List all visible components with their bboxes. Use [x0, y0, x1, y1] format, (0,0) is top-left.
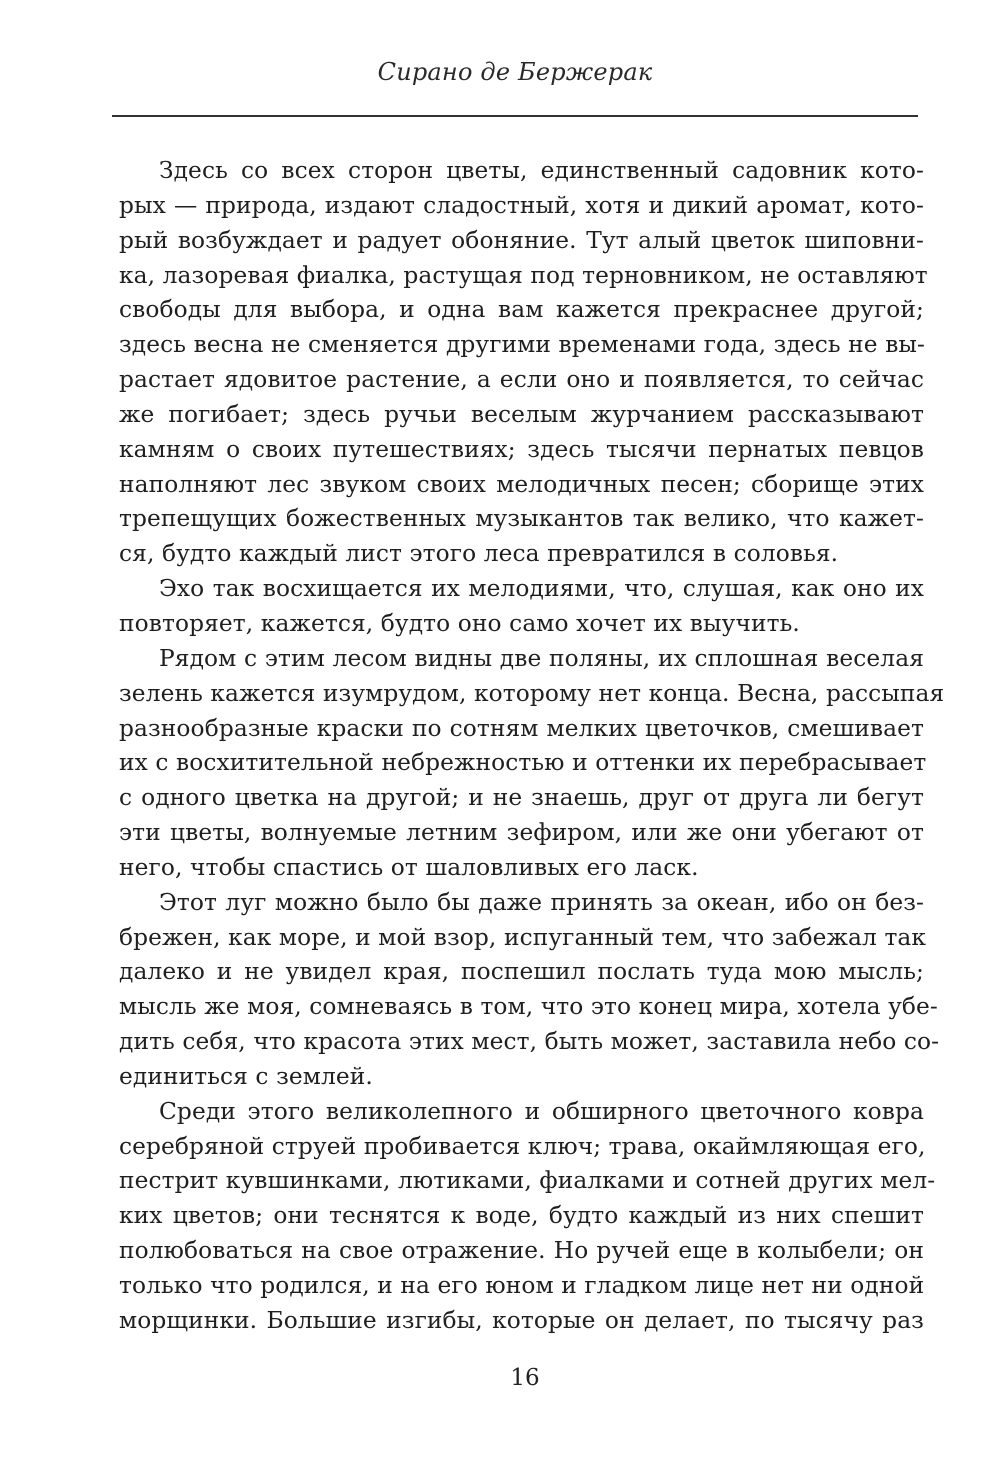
text-line: с одного цветка на другой; и не знаешь, друг от друга ли бегут: [119, 784, 924, 812]
text-line: ких цветов; они теснятся к воде, будто каждый из них спешит: [119, 1202, 924, 1230]
text-line: него, чтобы спастись от шаловливых его ласк.: [119, 853, 699, 881]
text-line: разнообразные краски по сотням мелких цветочков, смешивает: [119, 714, 924, 742]
text-line: эти цветы, волнуемые летним зефиром, или же они убегают от: [119, 819, 924, 847]
text-line: же погибает; здесь ручьи веселым журчанием рассказывают: [119, 400, 924, 428]
paragraph: [119, 154, 928, 572]
text-line: Здесь со всех сторон цветы, единственный садовник кото-: [159, 157, 924, 184]
text-line: морщинки. Большие изгибы, которые он делает, по тысячу раз: [119, 1306, 924, 1334]
text-line: зелень кажется изумрудом, которому нет конца. Весна, рассыпая: [119, 679, 945, 707]
text-line: только что родился, и на его юном и гладком лице нет ни одной: [119, 1272, 925, 1299]
text-line: Этот луг можно было бы даже принять за океан, ибо он без-: [159, 888, 924, 916]
page-number: 16: [510, 1365, 540, 1391]
text-line: наполняют лес звуком своих мелодичных песен; сборище этих: [119, 470, 924, 498]
text-line: ся, будто каждый лист этого леса превратился в соловья.: [119, 540, 839, 568]
text-line: ка, лазоревая фиалка, растущая под терновником, не оставляют: [119, 261, 928, 289]
running-head-title: Сирано де Бержерак: [377, 58, 653, 86]
page-body: [119, 154, 945, 1339]
text-line: здесь весна не сменяется другими временами года, здесь не вы-: [119, 331, 926, 359]
text-line: их с восхитительной небрежностью и оттенки их перебрасывает: [119, 749, 927, 777]
paragraph: [119, 886, 940, 1095]
header-rule: [112, 115, 918, 117]
text-line: пестрит кувшинками, лютиками, фиалками и сотней других мел-: [119, 1167, 936, 1195]
text-line: свободы для выбора, и одна вам кажется прекраснее другой;: [119, 296, 924, 324]
text-line: Среди этого великолепного и обширного цветочного ковра: [159, 1097, 924, 1125]
text-line: Рядом с этим лесом видны две поляны, их сплошная веселая: [159, 644, 924, 672]
text-line: дить себя, что красота этих мест, быть может, заставила небо со-: [119, 1028, 940, 1056]
text-line: растает ядовитое растение, а если оно и появляется, то сейчас: [119, 366, 924, 394]
text-line: полюбоваться на свое отражение. Но ручей еще в колыбели; он: [119, 1237, 924, 1265]
text-line: Эхо так восхищается их мелодиями, что, слушая, как оно их: [159, 575, 924, 603]
text-line: рых — природа, издают сладостный, хотя и дикий аромат, кото-: [119, 191, 924, 219]
text-line: мысль же моя, сомневаясь в том, что это конец мира, хотела убе-: [119, 993, 938, 1021]
text-line: единиться с землей.: [119, 1062, 373, 1090]
text-line: трепещущих божественных музыкантов так велико, что кажет-: [119, 505, 924, 533]
text-line: брежен, как море, и мой взор, испуганный тем, что забежал так: [119, 923, 927, 951]
text-line: повторяет, кажется, будто оно само хочет их выучить.: [119, 609, 800, 637]
paragraph: [119, 572, 924, 642]
paragraph: [119, 642, 945, 886]
text-line: далеко и не увидел края, поспешил послать туда мою мысль;: [119, 958, 924, 986]
paragraph: [119, 1095, 936, 1339]
text-line: серебряной струей пробивается ключ; трава, окаймляющая его,: [119, 1132, 926, 1160]
text-line: рый возбуждает и радует обоняние. Тут алый цветок шиповни-: [119, 226, 924, 254]
text-line: камням о своих путешествиях; здесь тысячи пернатых певцов: [119, 435, 924, 463]
